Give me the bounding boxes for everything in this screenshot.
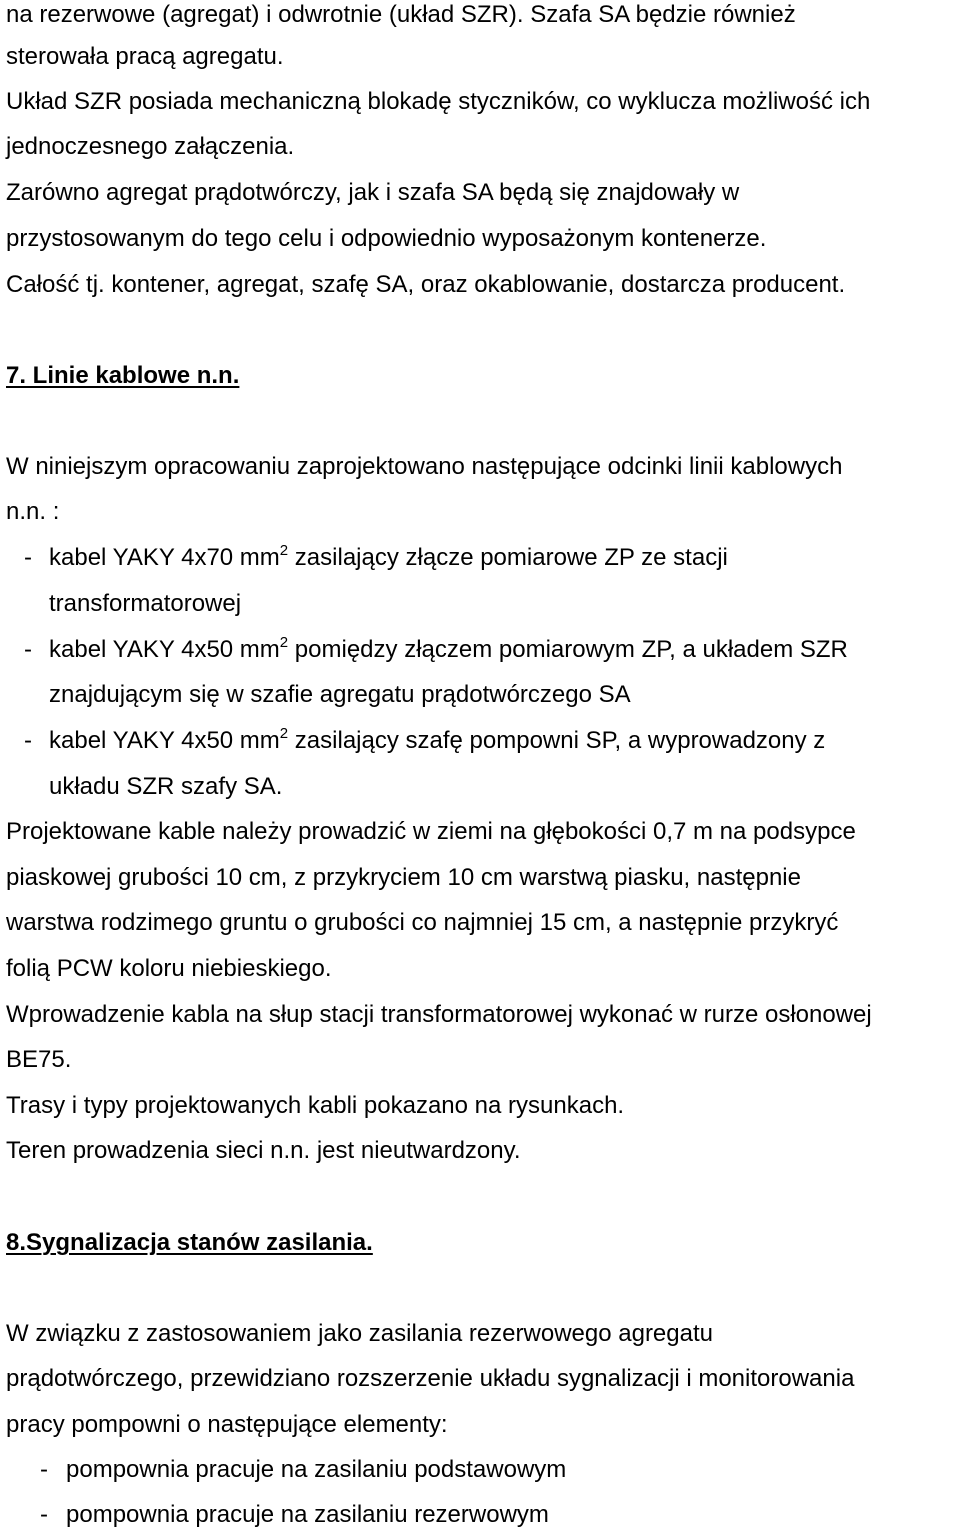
body-text-line: prądotwórczego, przewidziano rozszerzenie układu sygnalizacji i monitorowania — [6, 1365, 855, 1392]
list-item-continuation: transformatorowej — [49, 590, 242, 617]
superscript: 2 — [279, 634, 289, 651]
list-bullet: - — [24, 727, 32, 754]
body-text-line: W związku z zastosowaniem jako zasilania rezerwowego agregatu — [6, 1320, 713, 1347]
body-text-line: folią PCW koloru niebieskiego. — [6, 955, 332, 982]
section-heading: 7. Linie kablowe n.n. — [6, 362, 240, 389]
body-text-line: Układ SZR posiada mechaniczną blokadę styczników, co wyklucza możliwość ich — [6, 88, 871, 115]
superscript: 2 — [279, 542, 289, 559]
body-text-line: przystosowanym do tego celu i odpowiednio wyposażonym kontenerze. — [6, 225, 767, 252]
body-text-line: jednoczesnego załączenia. — [6, 133, 295, 160]
list-bullet: - — [40, 1456, 48, 1483]
body-text-line: sterowała pracą agregatu. — [6, 43, 284, 70]
body-text-line: BE75. — [6, 1046, 72, 1073]
body-text-line: pracy pompowni o następujące elementy: — [6, 1411, 448, 1438]
body-text-line: Wprowadzenie kabla na słup stacji transformatorowej wykonać w rurze osłonowej — [6, 1001, 872, 1028]
list-item-continuation: układu SZR szafy SA. — [49, 773, 283, 800]
list-bullet: - — [24, 544, 32, 571]
list-bullet: - — [24, 636, 32, 663]
list-item: pompownia pracuje na zasilaniu podstawowym — [66, 1456, 567, 1483]
body-text-line: W niniejszym opracowaniu zaprojektowano następujące odcinki linii kablowych — [6, 453, 843, 480]
body-text-line: na rezerwowe (agregat) i odwrotnie (układ SZR). Szafa SA będzie również — [6, 1, 796, 28]
list-item-continuation: znajdującym się w szafie agregatu prądotwórczego SA — [49, 681, 631, 708]
list-item: pompownia pracuje na zasilaniu rezerwowym — [66, 1501, 549, 1528]
body-text-line: Całość tj. kontener, agregat, szafę SA, oraz okablowanie, dostarcza producent. — [6, 271, 846, 298]
body-text-line: Projektowane kable należy prowadzić w ziemi na głębokości 0,7 m na podsypce — [6, 818, 856, 845]
list-bullet: - — [40, 1501, 48, 1528]
superscript: 2 — [279, 725, 289, 742]
section-heading: 8.Sygnalizacja stanów zasilania. — [6, 1229, 373, 1256]
list-item: kabel YAKY 4x50 $mm^2$ zasilający szafę pompowni SP, a wyprowadzony z — [49, 725, 826, 754]
body-text-line: piaskowej grubości 10 cm, z przykryciem 10 cm warstwą piasku, następnie — [6, 864, 801, 891]
body-text-line: Zarówno agregat prądotwórczy, jak i szafa SA będą się znajdowały w — [6, 179, 740, 206]
list-item: kabel YAKY 4x50 $mm^2$ pomiędzy złączem pomiarowym ZP, a układem SZR — [49, 634, 848, 663]
body-text-line: warstwa rodzimego gruntu o grubości co najmniej 15 cm, a następnie przykryć — [6, 909, 839, 936]
body-text-line: n.n. : — [6, 498, 60, 525]
body-text-line: Trasy i typy projektowanych kabli pokazano na rysunkach. — [6, 1092, 625, 1119]
body-text-line: Teren prowadzenia sieci n.n. jest nieutwardzony. — [6, 1137, 521, 1164]
list-item: kabel YAKY 4x70 $mm^2$ zasilający złącze pomiarowe ZP ze stacji — [49, 542, 728, 571]
